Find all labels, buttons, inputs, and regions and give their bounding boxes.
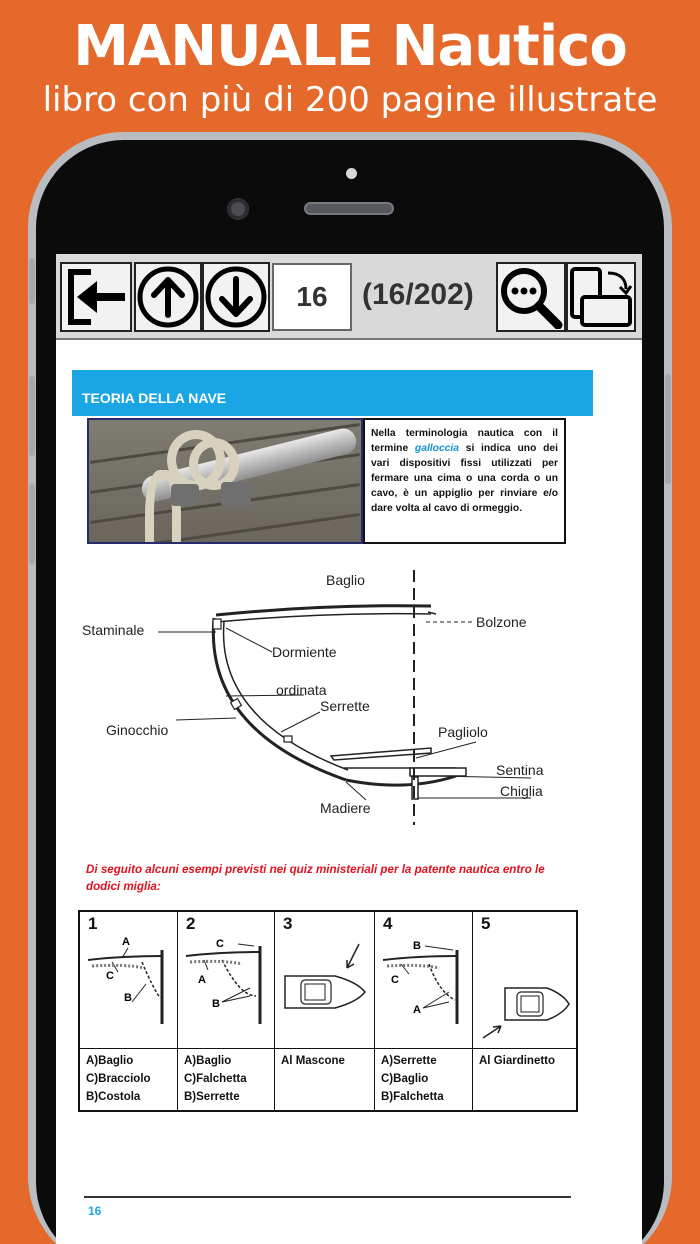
footer-divider <box>84 1196 571 1198</box>
arrow-up-icon <box>136 265 200 329</box>
quiz-cell: 2 C A B A)Baglio C)Falchetta B)Serrette <box>178 912 275 1110</box>
quiz-table <box>78 910 578 1112</box>
phone-speaker <box>304 202 394 215</box>
quiz-answers: A)Baglio C)Falchetta B)Serrette <box>184 1055 247 1103</box>
cleat-photo <box>87 418 363 544</box>
rotate-screen-button[interactable] <box>566 262 636 332</box>
promo-title: MANUALE Nautico <box>73 14 627 79</box>
phone-camera <box>227 198 249 220</box>
phone-side-button <box>29 258 35 304</box>
label-baglio: Baglio <box>326 572 365 588</box>
galloccia-definition: Nella terminologia nautica con il termine galloccia si indica uno dei vari dispositivi fissi utilizzati per fermare una cima o una corda o un cavo, è un appiglio per rinviare e/o dare volta al cavo di ormeggio. <box>363 418 566 544</box>
label-bolzone: Bolzone <box>476 614 527 630</box>
section-title: TEORIA DELLA NAVE <box>82 390 227 406</box>
phone-volume-down-button <box>29 484 35 564</box>
next-page-button[interactable] <box>202 262 270 332</box>
quiz-cell: 4 B C A A)Serrette C)Baglio B)Falchetta <box>375 912 473 1110</box>
label-pagliolo: Pagliolo <box>438 724 488 740</box>
page-number: 16 <box>88 1204 102 1218</box>
quiz-cell: 5 Al Giardinetto <box>473 912 576 1110</box>
section-header <box>72 370 593 416</box>
phone-power-button <box>665 374 671 484</box>
quiz-answers: Al Giardinetto <box>479 1055 556 1067</box>
label-serrette: Serrette <box>320 698 370 714</box>
phone-volume-up-button <box>29 376 35 456</box>
quiz-answers: Al Mascone <box>281 1055 345 1067</box>
search-icon <box>498 265 564 329</box>
quiz-answers: A)Serrette C)Baglio B)Falchetta <box>381 1055 444 1103</box>
rotate-screen-icon <box>568 265 634 329</box>
quiz-cell: 1 A C B A)Baglio C)Bracciolo B)Costola <box>80 912 178 1110</box>
search-button[interactable] <box>496 262 566 332</box>
promo-subtitle: libro con più di 200 pagine illustrate <box>42 80 658 120</box>
quiz-cell: 3 Al Mascone <box>275 912 375 1110</box>
arrow-down-icon <box>204 265 268 329</box>
label-sentina: Sentina <box>496 762 544 778</box>
reader-toolbar <box>56 254 642 340</box>
label-ginocchio: Ginocchio <box>106 722 169 738</box>
back-button[interactable] <box>60 262 132 332</box>
label-ordinata: ordinata <box>276 682 327 698</box>
app-screen <box>56 254 642 1244</box>
keyword-galloccia: galloccia <box>414 443 459 454</box>
label-madiere: Madiere <box>320 800 371 816</box>
label-dormiente: Dormiente <box>272 644 337 660</box>
quiz-intro: Di seguito alcuni esempi previsti nei quiz ministeriali per la patente nautica entro le dodici miglia: <box>86 863 545 893</box>
page-counter: (16/202) <box>362 278 474 311</box>
phone-sensor <box>346 168 357 179</box>
label-chiglia: Chiglia <box>500 783 543 799</box>
back-arrow-icon <box>63 266 129 328</box>
page-number-input[interactable]: 16 <box>272 263 352 331</box>
label-staminale: Staminale <box>82 622 145 638</box>
previous-page-button[interactable] <box>134 262 202 332</box>
quiz-answers: A)Baglio C)Bracciolo B)Costola <box>86 1055 151 1103</box>
